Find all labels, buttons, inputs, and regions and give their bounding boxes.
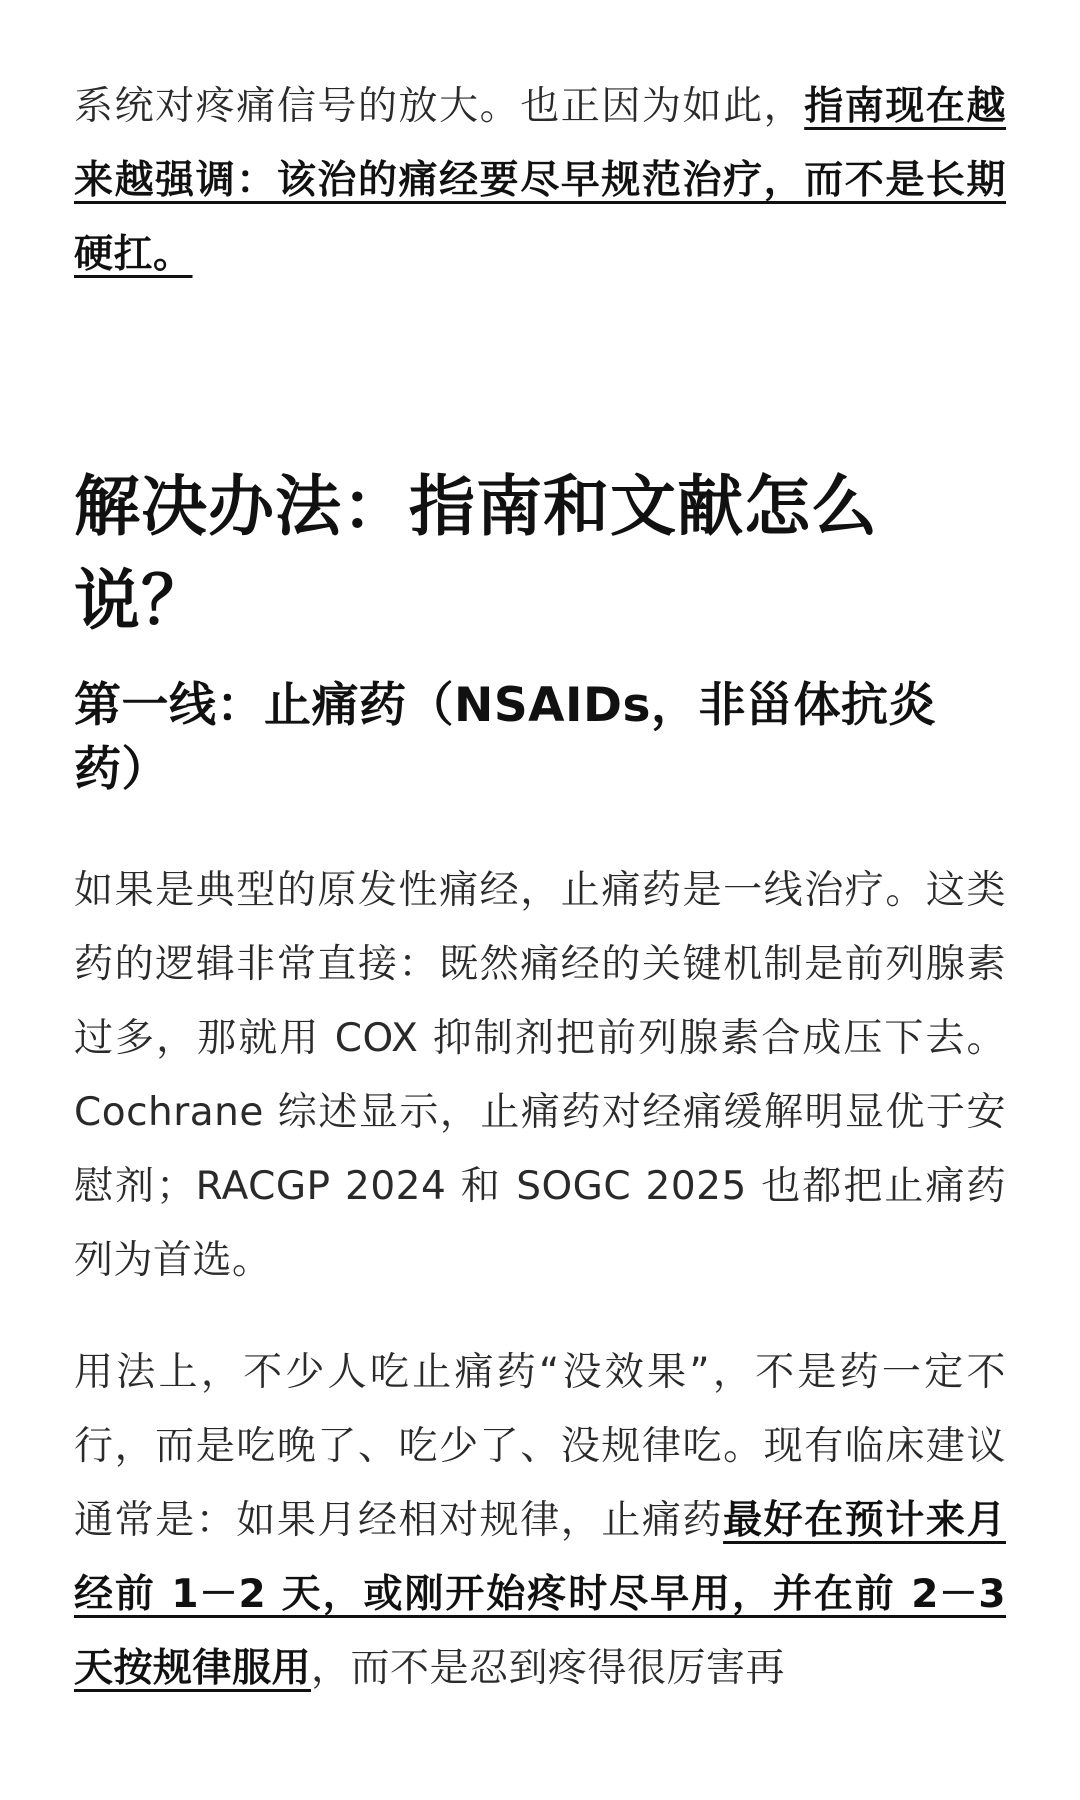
nsaid-paragraph-2 [74,1336,1006,1706]
subsection-heading: 第一线：止痛药（NSAIDs，非甾体抗炎药） [74,678,937,797]
article-body [74,0,1006,1706]
intro-emphasis-text: 指南现在越来越强调：该治的痛经要尽早规范治疗，而不是长期硬扛。 [74,84,1006,277]
nsaid-paragraph-1: 如果是典型的原发性痛经，止痛药是一线治疗。这类药的逻辑非常直接：既然痛经的关键机制是前列腺素过多，那就用 COX 抑制剂把前列腺素合成压下去。Cochrane 综述显示，止痛药对经痛缓解明显优于安慰剂；RACGP 2024 和 SOGC 2025 也都把止痛药列为首选。 [74,868,1006,1283]
section-heading: 解决办法：指南和文献怎么说？ [74,468,878,639]
nsaid-2-emphasis-text: 最好在预计来月经前 1－2 天，或刚开始疼时尽早用，并在前 2－3 天按规律服用 [74,1498,1006,1691]
intro-paragraph [74,70,1006,292]
nsaid-2-plain-after: ，而不是忍到疼得很厉害再 [311,1646,786,1691]
intro-plain-text: 系统对疼痛信号的放大。也正因为如此， [74,84,805,129]
nsaid-2-plain-before: 用法上，不少人吃止痛药“没效果”，不是药一定不行，而是吃晚了、吃少了、没规律吃。现有临床建议通常是：如果月经相对规律，止痛药 [74,1350,1006,1543]
